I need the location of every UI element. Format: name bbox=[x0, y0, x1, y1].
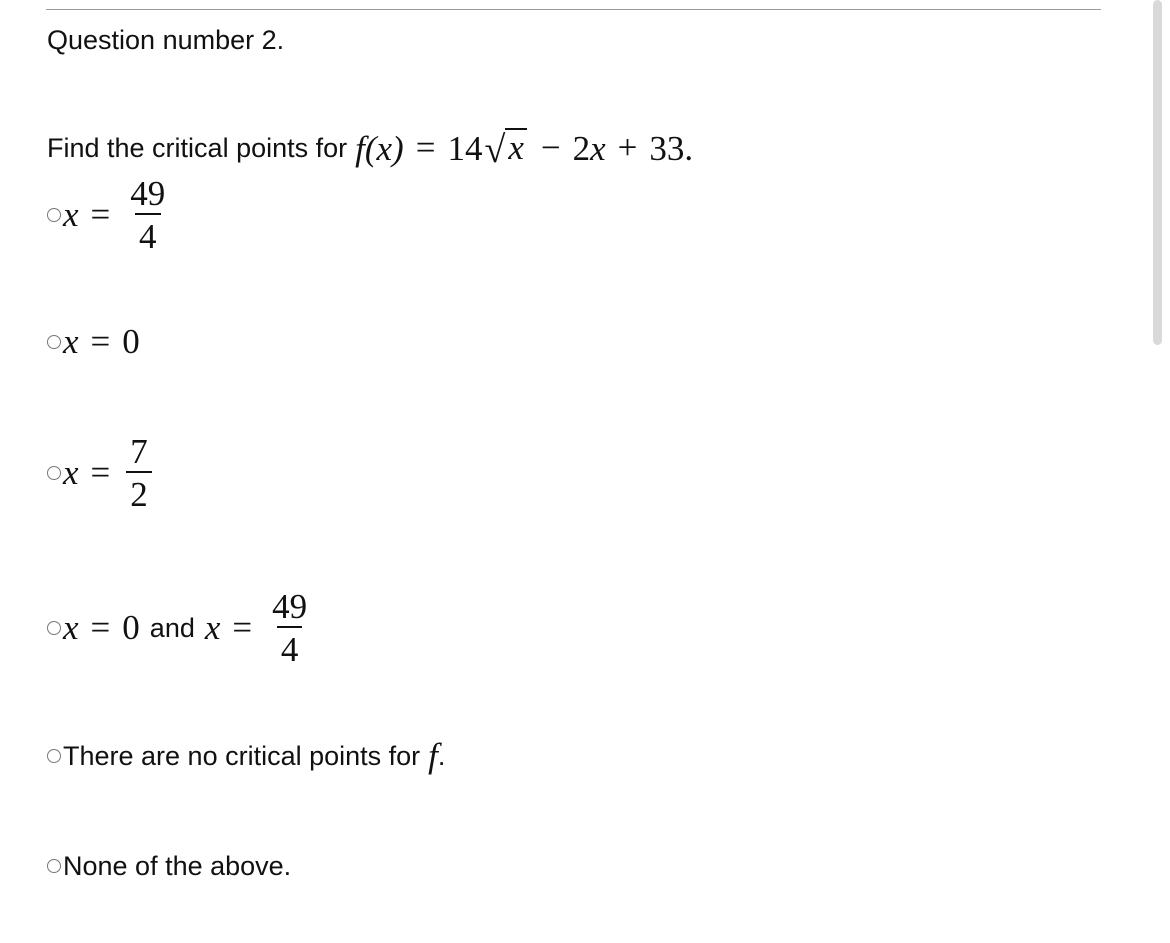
choice-3[interactable] bbox=[47, 428, 156, 518]
choice-equals: = bbox=[90, 195, 111, 234]
choice-4[interactable] bbox=[47, 582, 315, 674]
choice-equals: = bbox=[90, 453, 111, 492]
square-root bbox=[484, 127, 526, 172]
radio-button[interactable] bbox=[47, 749, 61, 763]
function-expression bbox=[355, 127, 694, 172]
minus-sign: − bbox=[540, 128, 561, 168]
choice-value: 0 bbox=[122, 322, 140, 361]
top-divider bbox=[46, 9, 1101, 10]
plus-sign: + bbox=[617, 128, 638, 168]
conjunction: and bbox=[149, 612, 195, 643]
constant-term: 33 bbox=[649, 128, 685, 168]
period: . bbox=[437, 740, 446, 771]
radio-button[interactable] bbox=[47, 335, 61, 349]
denominator: 4 bbox=[277, 626, 303, 669]
choice-6[interactable] bbox=[47, 846, 291, 886]
choice-text: There are no critical points for bbox=[63, 740, 421, 771]
choice-2[interactable] bbox=[47, 320, 140, 364]
linear-coefficient: 2 bbox=[572, 128, 591, 168]
choice-variable: x bbox=[63, 608, 79, 647]
numerator: 49 bbox=[130, 173, 166, 213]
fraction bbox=[126, 432, 152, 514]
fraction bbox=[126, 174, 169, 256]
radical-sign-icon: √ bbox=[484, 129, 506, 172]
second-equals: = bbox=[232, 608, 253, 647]
fraction bbox=[268, 587, 311, 669]
equals-sign: = bbox=[415, 128, 436, 168]
function-name: f bbox=[428, 736, 438, 775]
radio-button[interactable] bbox=[47, 466, 61, 480]
radicand: x bbox=[505, 128, 527, 167]
choice-5[interactable] bbox=[47, 734, 445, 778]
coefficient: 14 bbox=[447, 128, 483, 168]
second-variable: x bbox=[204, 608, 221, 647]
numerator: 7 bbox=[130, 431, 148, 471]
prompt-text: Find the critical points for bbox=[47, 132, 348, 163]
choice-equals: = bbox=[90, 608, 111, 647]
numerator: 49 bbox=[272, 586, 308, 626]
radio-button[interactable] bbox=[47, 859, 61, 873]
choice-equals: = bbox=[90, 322, 111, 361]
question-heading: Question number 2. bbox=[47, 25, 285, 55]
denominator: 2 bbox=[126, 471, 152, 514]
function-name: f bbox=[355, 128, 365, 168]
function-arg: (x) bbox=[364, 128, 404, 168]
radio-button[interactable] bbox=[47, 208, 61, 222]
linear-variable: x bbox=[590, 128, 606, 168]
choice-variable: x bbox=[63, 322, 79, 361]
choice-value: 0 bbox=[122, 608, 140, 647]
scrollbar[interactable] bbox=[1153, 0, 1162, 345]
period: . bbox=[684, 128, 694, 168]
choice-1[interactable] bbox=[47, 170, 173, 260]
radio-button[interactable] bbox=[47, 621, 61, 635]
choice-variable: x bbox=[63, 453, 79, 492]
choice-text: None of the above. bbox=[63, 850, 292, 881]
question-prompt bbox=[47, 126, 693, 170]
choice-variable: x bbox=[63, 195, 79, 234]
denominator: 4 bbox=[135, 213, 161, 256]
